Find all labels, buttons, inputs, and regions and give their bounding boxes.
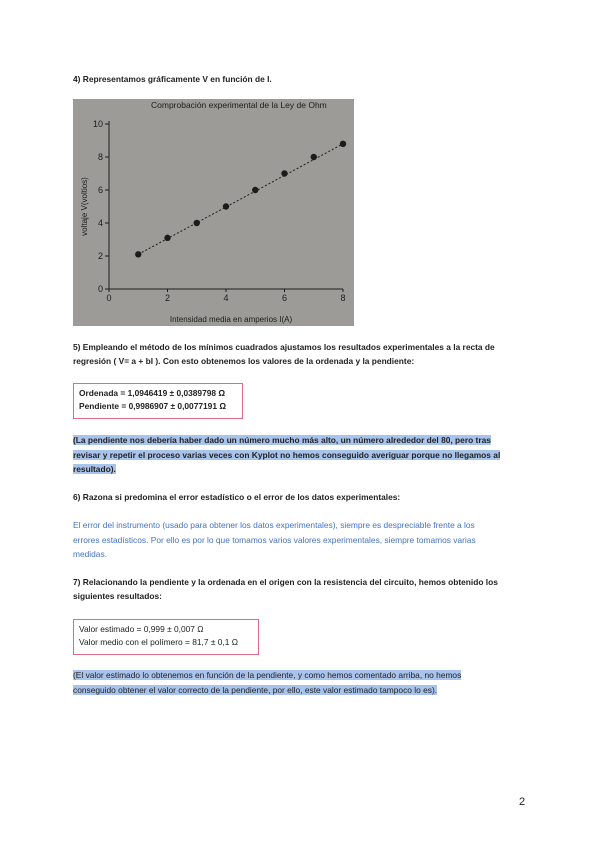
section-6-heading: 6) Razona si predomina el error estadístico o el error de los datos experimentales: [73, 492, 401, 502]
pendiente-value: Pendiente = 0,9986907 ± 0,0077191 Ω [79, 400, 227, 411]
y-tick-label: 8 [97, 152, 103, 162]
answer-line-3: medidas. [73, 549, 107, 559]
y-tick-label: 4 [97, 218, 103, 228]
ordenada-value: Ordenada = 1,0946419 ± 0,0389798 Ω [79, 388, 226, 398]
scatter-chart [73, 99, 354, 326]
note-line-2: conseguido obtener el valor correcto de la pendiente, por ello, este valor estimado tampoco lo es). [73, 684, 438, 695]
data-point [135, 251, 141, 257]
x-axis-label: Intensidad media en amperios I(A) [169, 315, 293, 324]
answer-line-2: errores estadísticos. Por ello es por lo que tomamos varios valores experimentales, siempre tomamos varias [73, 534, 476, 545]
chart-title: Comprobación experimental de la Ley de Ohm [151, 100, 327, 110]
x-tick-label: 2 [164, 293, 171, 303]
note-line-1: (El valor estimado lo obtenemos en función de la pendiente, y como hemos comentado arriba, no hemos [73, 670, 462, 680]
y-tick-label: 0 [97, 284, 103, 294]
section-7-line-1: 7) Relacionando la pendiente y la ordenada en el origen con la resistencia del circuito, hemos obtenido los [73, 577, 498, 587]
resistance-results-box [73, 619, 259, 655]
valor-estimado: Valor estimado = 0,999 ± 0,007 Ω [79, 624, 204, 634]
y-tick-label: 6 [97, 185, 103, 195]
data-point [252, 187, 258, 193]
data-point [194, 220, 200, 226]
y-axis-label: voltaje V(voltios) [80, 177, 89, 236]
x-tick-label: 0 [106, 293, 112, 303]
section-5-line-2: regresión ( V= a + bI ). Con esto obtenemos los valores de la ordenada y la pendiente: [73, 356, 415, 366]
data-point [164, 235, 170, 241]
section-6-answer [73, 518, 476, 562]
x-tick-label: 6 [281, 293, 288, 303]
x-tick-label: 8 [340, 293, 346, 303]
note-line-1: (La pendiente nos debería haber dado un número mucho más alto, un número alrededor del 80, pero tras [73, 435, 491, 445]
section-4-heading: 4) Representamos gráficamente V en función de I. [73, 74, 272, 84]
data-point [223, 203, 229, 209]
y-tick-label: 2 [97, 251, 103, 261]
data-point [281, 170, 287, 176]
answer-line-1: El error del instrumento (usado para obtener los datos experimentales), siempre es despreciable frente a los [73, 520, 475, 530]
note-line-2: revisar y repetir el proceso varias veces con Kyplot no hemos conseguido averiguar porque no llegamos al [73, 449, 501, 460]
section-7-line-2: siguientes resultados: [73, 591, 162, 601]
valor-medio-polimero: Valor medio con el polímero = 81,7 ± 0,1 Ω [79, 636, 238, 647]
section-5-note [73, 433, 500, 477]
data-point [311, 154, 317, 160]
note-line-3: resultado). [73, 464, 116, 474]
x-tick-label: 4 [223, 293, 229, 303]
data-point [340, 141, 346, 147]
section-7-note [73, 668, 461, 697]
y-tick-label: 10 [92, 119, 103, 129]
page-number: 2 [519, 796, 526, 808]
chart-photo [73, 99, 354, 326]
regression-results-box [73, 383, 243, 419]
section-5-line-1: 5) Empleando el método de los mínimos cuadrados ajustamos los resultados experimentales a la recta de [73, 342, 495, 352]
